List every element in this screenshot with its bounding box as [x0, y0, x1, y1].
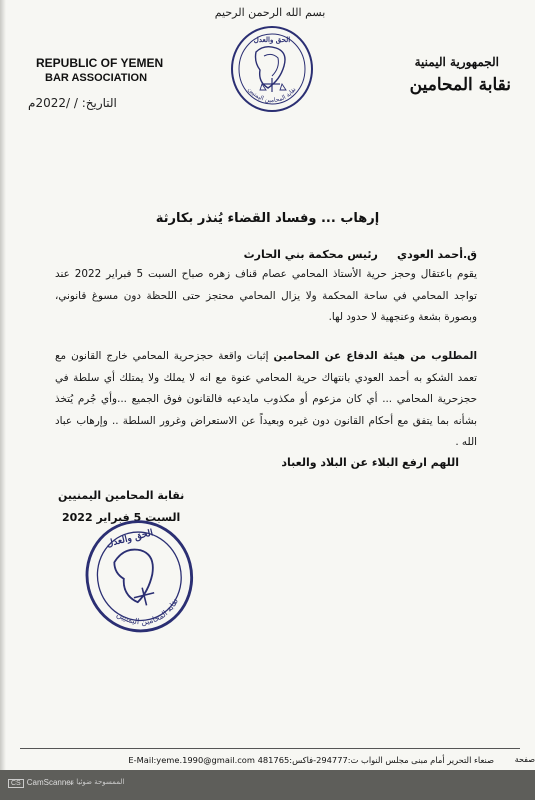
footer-address: صنعاء التحرير أمام مبنى مجلس النواب ت:294777-فاكس:481765 E-Mail:yeme.1990@gmail.com [128, 755, 494, 765]
camscanner-badge [8, 778, 73, 788]
page-shadow [0, 0, 6, 790]
stamp-motto: الحق والعدل [105, 527, 155, 550]
stamp-ring-text: نقابة المحامين اليمنيين [115, 597, 180, 627]
closing-prayer: اللهم ارفع البلاء عن البلاد والعباد [281, 456, 459, 469]
margin-page-word: صفحة [514, 755, 535, 764]
camscanner-label: CamScanner [26, 778, 74, 787]
paragraph-1: يقوم باعتقال وحجز حرية الأستاذ المحامي عصام قناف زهره صباح السبت 5 فبراير 2022 عند تواجد المحامي في ساحة المحكمة ولا يزال المحامي محتجز حتى اللحظة دون مسوغ قانوني، وبصورة بشعة وعنجهية لا حدود لها. [55, 268, 477, 323]
document-title: إرهاب ... وفساد القضاء يُنذر بكارثة [155, 211, 380, 226]
bar-association-en: BAR ASSOCIATION [45, 72, 148, 84]
paragraph-2-lead: المطلوب من هيئة الدفاع عن المحامين [273, 350, 478, 362]
seal-ring-text: نقابة المحامين اليمنيين [246, 86, 298, 105]
republic-en: REPUBLIC OF YEMEN [36, 56, 164, 70]
republic-ar: الجمهورية اليمنية [414, 55, 499, 69]
bar-association-ar: نقابة المحامين [409, 75, 511, 95]
bar-association-seal [228, 22, 316, 114]
basmala: بسم الله الرحمن الرحيم [214, 6, 326, 19]
stamp-seal [67, 503, 211, 648]
addressee: ق.أحمد العودي رئيس محكمة بني الحارث [243, 248, 477, 261]
paragraph-2-body: إثبات واقعة حجزحرية المحامي خارج القانون مع تعمد الشكو به أحمد العودي بانتهاك حرية المحامي عنوة مع انه لا يملك ولا يمتلك أي سلطة في حجزحرية المحامي ... أي كان مزعوم أو مكذوب مايدعيه فالقانون فوق الجميع ...وأي جُرم يُتخذ بشأنه بما يتفق مع أحكام القانون دون غيره وبعيداً عن الاستعراض وغرور السلطة .. وإرهاب عباد الله . [55, 350, 477, 448]
signature-date: السبت 5 فبراير 2022 [62, 511, 181, 524]
signature-organization: نقابة المحامين اليمنيين [58, 489, 185, 502]
footer-divider [20, 748, 520, 749]
camscanner-arabic-label: الممسوحة ضوئيا بـ [70, 778, 125, 786]
paragraph-2 [55, 346, 477, 454]
seal-motto: الحق والعدل [253, 35, 291, 44]
camscanner-icon: CS [8, 779, 24, 788]
date-line: التاريخ: / /2022م [28, 96, 117, 110]
